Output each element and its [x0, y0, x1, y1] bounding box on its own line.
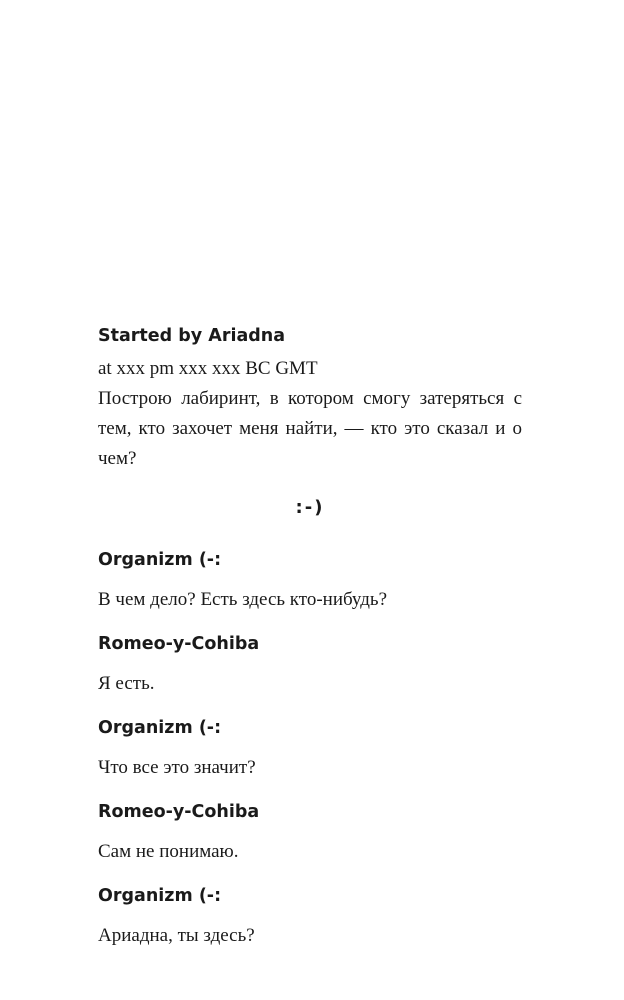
post-item: [98, 798, 522, 867]
post-author: Organizm (-:: [98, 718, 222, 738]
post-text: Сам не понимаю.: [98, 841, 239, 862]
post-author: Organizm (-:: [98, 550, 222, 570]
post-author: Romeo-y-Cohiba: [98, 634, 260, 654]
page-content: [98, 322, 522, 966]
post-text: Я есть.: [98, 673, 155, 694]
thread-timestamp: at xxx pm xxx xxx BC GMT: [98, 358, 318, 379]
post-text: Что все это значит?: [98, 757, 256, 778]
post-text: В чем дело? Есть здесь кто-нибудь?: [98, 589, 387, 610]
post-item: [98, 714, 522, 783]
post-item: [98, 882, 522, 951]
post-item: [98, 630, 522, 699]
thread-first-message: Построю лабиринт, в котором смогу затеряться с тем, кто захочет меня найти, — кто это сказал и о чем?: [98, 388, 522, 469]
post-item: [98, 546, 522, 615]
post-author: Organizm (-:: [98, 886, 222, 906]
smiley-separator: :-): [295, 497, 325, 518]
thread-header: Started by Ariadna: [98, 326, 286, 346]
post-text: Ариадна, ты здесь?: [98, 925, 255, 946]
post-list: [98, 546, 522, 951]
post-author: Romeo-y-Cohiba: [98, 802, 260, 822]
